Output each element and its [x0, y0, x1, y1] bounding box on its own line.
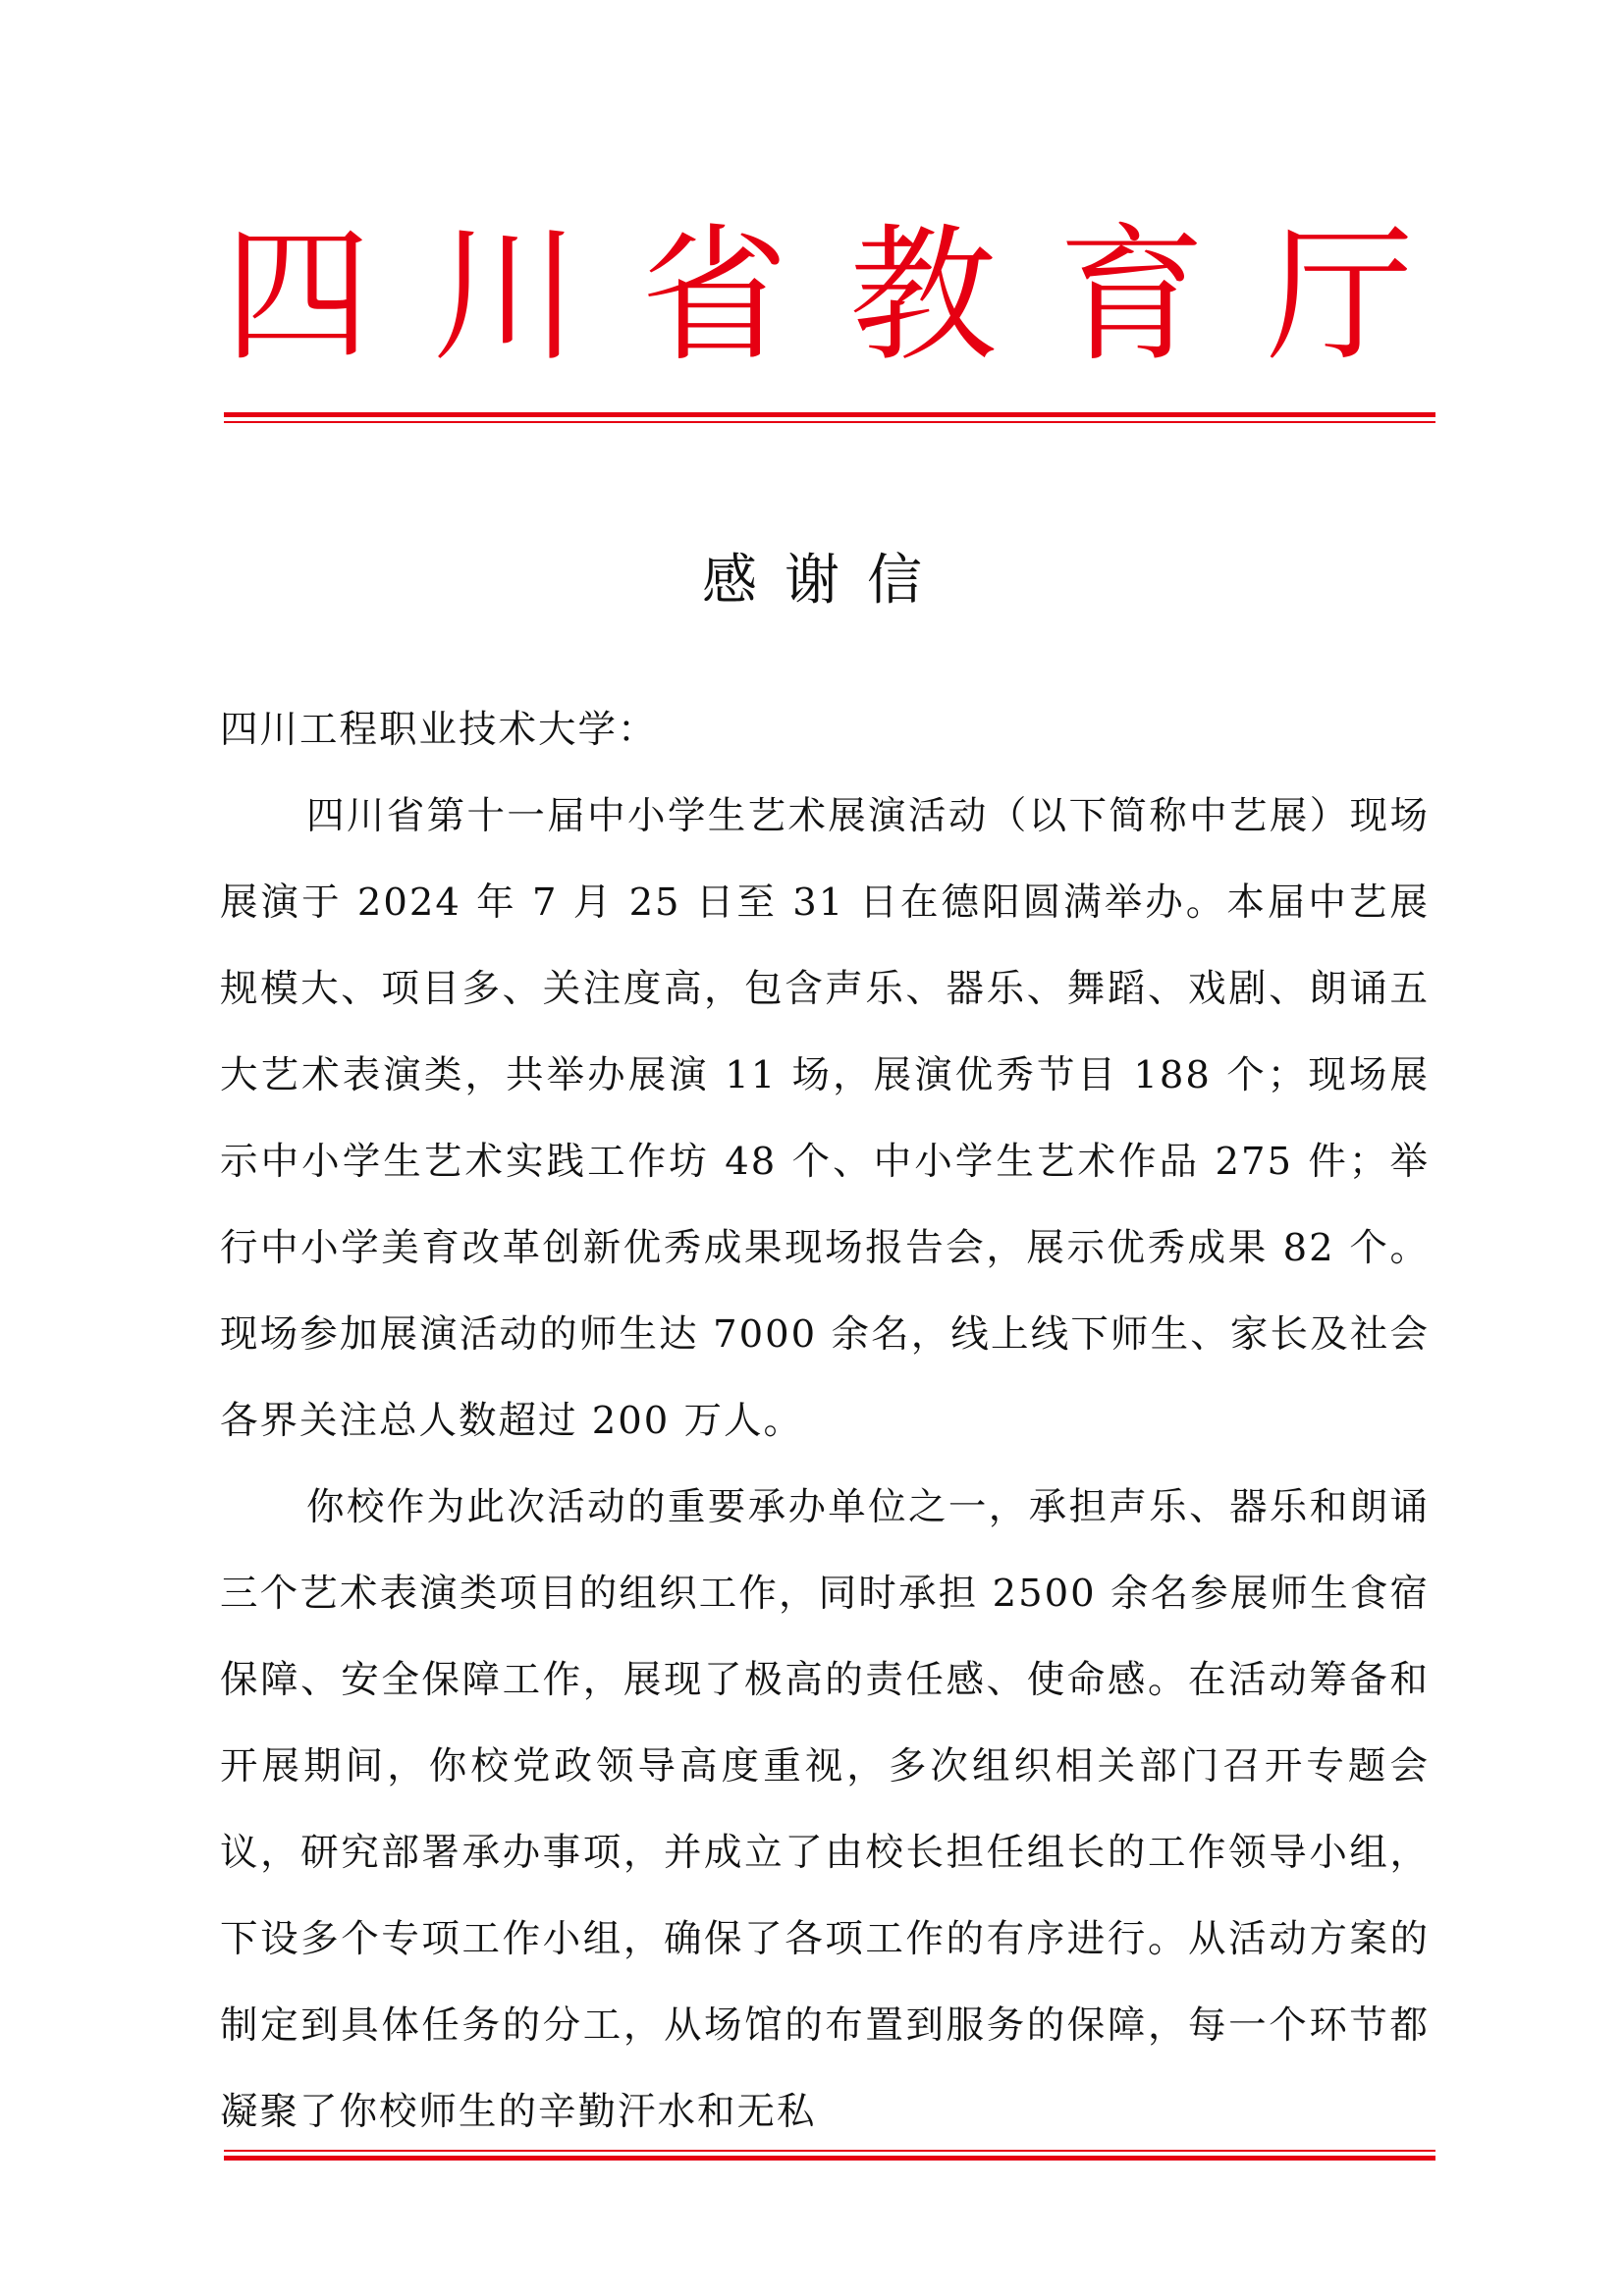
document-title: 感谢信 — [702, 549, 949, 613]
header-divider-thin — [224, 421, 1435, 423]
footer-divider-thick — [224, 2156, 1435, 2161]
letterhead-char: 川 — [432, 211, 580, 382]
header-divider-thick — [224, 412, 1435, 417]
paragraph: 四川省第十一届中小学生艺术展演活动（以下简称中艺展）现场展演于 2024 年 7 月 25 日至 31 日在德阳圆满举办。本届中艺展规模大、项目多、关注度高，包含声乐、器乐、舞蹈、戏剧、朗诵五大艺术表演类，共举办展演 11 场，展演优秀节目 188 个；现场展示中小学生艺术实践工作坊 48 个、中小学生艺术作品 275 件；举行中小学美育改革创新优秀成果现场报告会，展示优秀成果 82 个。现场参加展演活动的师生达 7000 余名，线上线下师生、家长及社会各界关注总人数超过 200 万人。 — [220, 794, 1430, 1443]
letterhead-char: 省 — [640, 211, 788, 382]
salutation: 四川工程职业技术大学： — [220, 708, 658, 752]
letterhead-char: 四 — [224, 211, 372, 382]
letter-body — [220, 687, 1430, 2156]
footer-divider-thin — [224, 2150, 1435, 2152]
paragraph: 你校作为此次活动的重要承办单位之一，承担声乐、器乐和朗诵三个艺术表演类项目的组织工作，同时承担 2500 余名参展师生食宿保障、安全保障工作，展现了极高的责任感、使命感。在活动筹备和开展期间，你校党政领导高度重视，多次组织相关部门召开专题会议，研究部署承办事项，并成立了由校长担任组长的工作领导小组，下设多个专项工作小组，确保了各项工作的有序进行。从活动方案的制定到具体任务的分工，从场馆的布置到服务的保障，每一个环节都凝聚了你校师生的辛勤汗水和无私 — [220, 1485, 1430, 2134]
letterhead-char: 教 — [849, 211, 998, 382]
letterhead-title — [224, 211, 1414, 382]
letterhead-char: 厅 — [1266, 211, 1414, 382]
letterhead-char: 育 — [1057, 211, 1206, 382]
